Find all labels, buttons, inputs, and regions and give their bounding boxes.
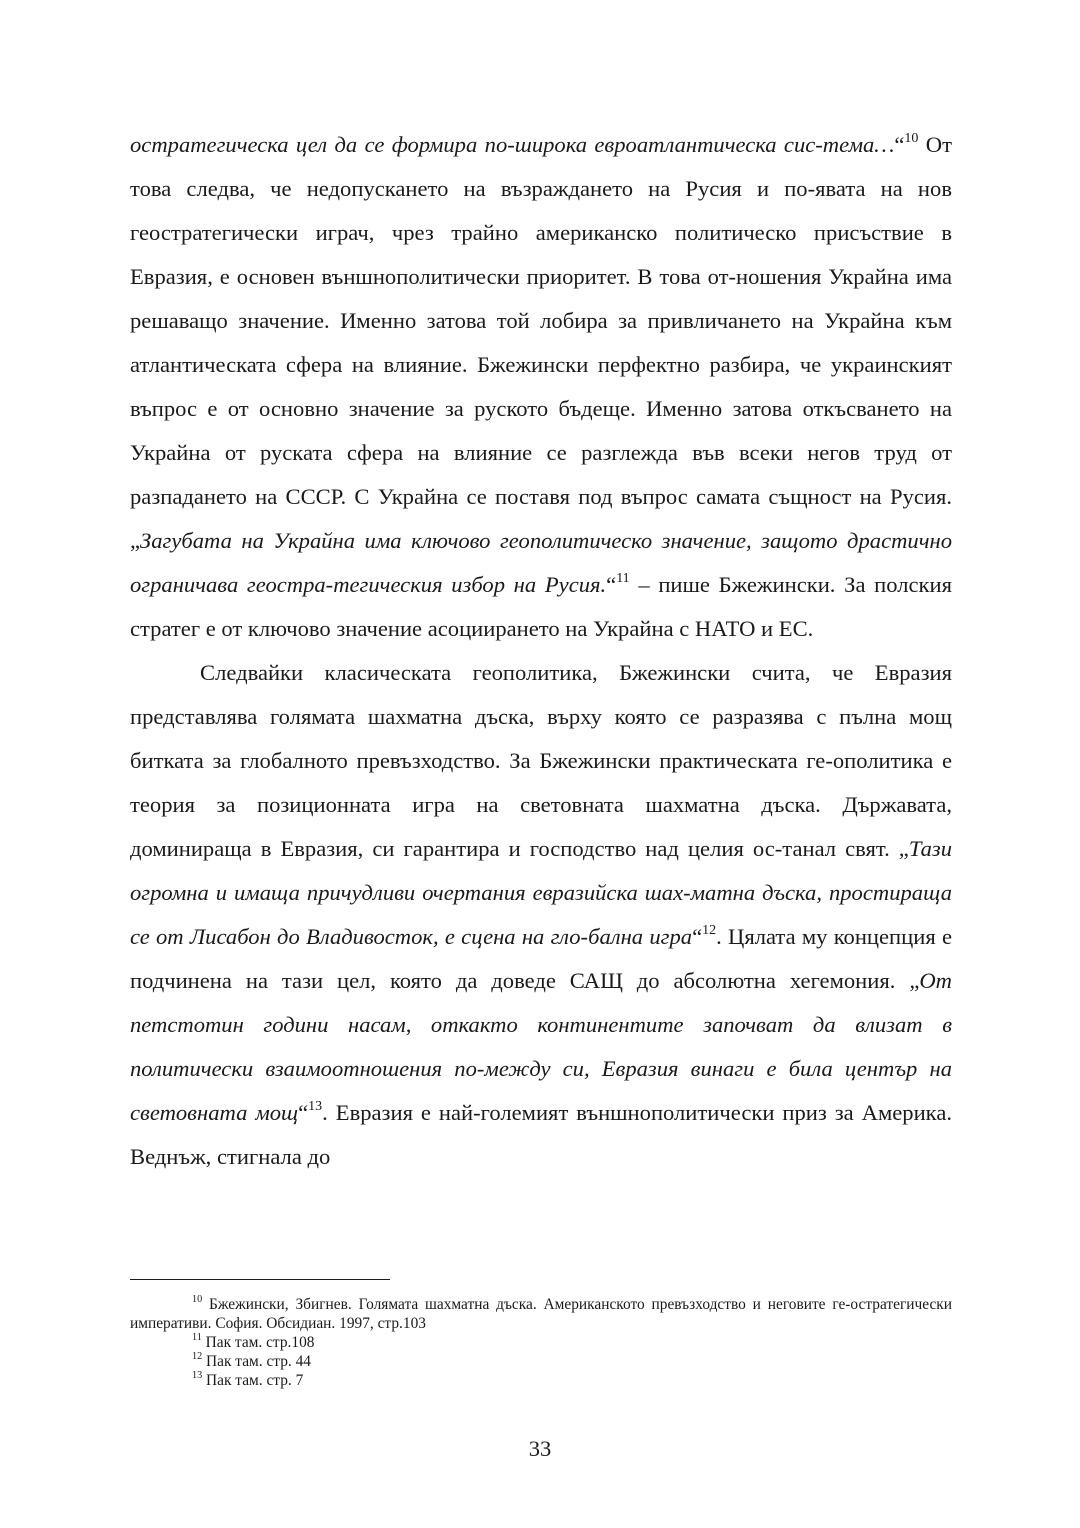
quote-close-mark: “ bbox=[894, 132, 905, 157]
paragraph-1 bbox=[130, 123, 952, 651]
main-body-text bbox=[130, 123, 952, 1179]
footnote-number: 11 bbox=[192, 1332, 202, 1344]
quote-close-mark: “ bbox=[298, 1100, 309, 1125]
footnote-12 bbox=[130, 1352, 952, 1371]
body-sentence: – пише Бжежински. За полския стратег е от ключово значение асоциирането на Украйна с НАТО и ЕС. bbox=[130, 572, 953, 641]
footnotes bbox=[130, 1295, 952, 1390]
body-sentence: . Цялата му концепция е подчинена на тази цел, която да доведе САЩ до абсолютна хегемония. „ bbox=[130, 924, 952, 993]
footnote-number: 12 bbox=[192, 1351, 203, 1363]
footnote-ref-12[interactable]: 12 bbox=[702, 923, 717, 939]
footnote-ref-13[interactable]: 13 bbox=[308, 1099, 323, 1115]
body-sentence: От това следва, че недопускането на възраждането на Русия и по-явата на нов геостратегически играч, чрез трайно американско политическо присъствие в Евразия, е основен външнополитически приоритет. В това от-ношения Украйна има решаващо значение. Именно затова той лобира за привличането на Украйна към атлантическата сфера на влияние. Бжежински перфектно разбира, че украинският въпрос е от основно значение за руското бъдеще. Именно затова откъсването на Украйна от руската сфера на влияние се разглежда във всеки негов труд от разпадането на СССР. С Украйна се поставя под въпрос самата същност на Русия. „ bbox=[130, 132, 952, 553]
footnote-10 bbox=[130, 1295, 952, 1333]
body-sentence: Следвайки класическата геополитика, Бжежински счита, че Евразия представлява голямата шахматна дъска, върху която се разразява с пълна мощ битката за глобалното превъзходство. За Бжежински практическата ге-ополитика е теория за позиционната игра на световната шахматна дъска. Държавата, доминираща в Евразия, си гарантира и господство над целия ос-танал свят. „ bbox=[130, 660, 952, 861]
footnote-text: Пак там. стр. 7 bbox=[202, 1372, 304, 1389]
quote-italic: От петстотин години насам, откакто континентите започват да влизат в политически взаимоотношения по-между си, Евразия винаги е била център на световната мощ bbox=[130, 968, 952, 1125]
footnote-number: 13 bbox=[192, 1370, 203, 1382]
footnote-text: Бжежински, Збигнев. Голямата шахматна дъска. Американското превъзходство и неговите ге-остратегически императиви. София. Обсидиан. 1997, стр.103 bbox=[130, 1296, 952, 1332]
quote-close-mark: “ bbox=[606, 572, 617, 597]
footnote-text: Пак там. стр.108 bbox=[201, 1334, 315, 1351]
quote-italic: остратегическа цел да се формира по-широка евроатлантическа сис-тема… bbox=[130, 132, 895, 157]
quote-close-mark: “ bbox=[692, 924, 703, 949]
quote-italic: Тази огромна и имаща причудливи очертания евразийска шах-матна дъска, простираща се от Лисабон до Владивосток, е сцена на гло-бална игра bbox=[130, 836, 952, 949]
paragraph-2 bbox=[130, 651, 952, 1179]
footnote-text: Пак там. стр. 44 bbox=[202, 1353, 311, 1370]
body-sentence: . Евразия е най-големият външнополитически приз за Америка. Веднъж, стигнала до bbox=[130, 1100, 952, 1169]
footnote-13 bbox=[130, 1371, 952, 1390]
footnote-number: 10 bbox=[192, 1294, 203, 1306]
footnote-ref-11[interactable]: 11 bbox=[616, 571, 630, 587]
footnote-11 bbox=[130, 1333, 952, 1352]
page-number: 33 bbox=[528, 1436, 552, 1461]
quote-italic: Загубата на Украйна има ключово геополитическо значение, защото драстично ограничава геостра-тегическия избор на Русия. bbox=[130, 528, 952, 597]
footnote-separator bbox=[130, 1279, 390, 1280]
footnote-ref-10[interactable]: 10 bbox=[904, 131, 919, 147]
